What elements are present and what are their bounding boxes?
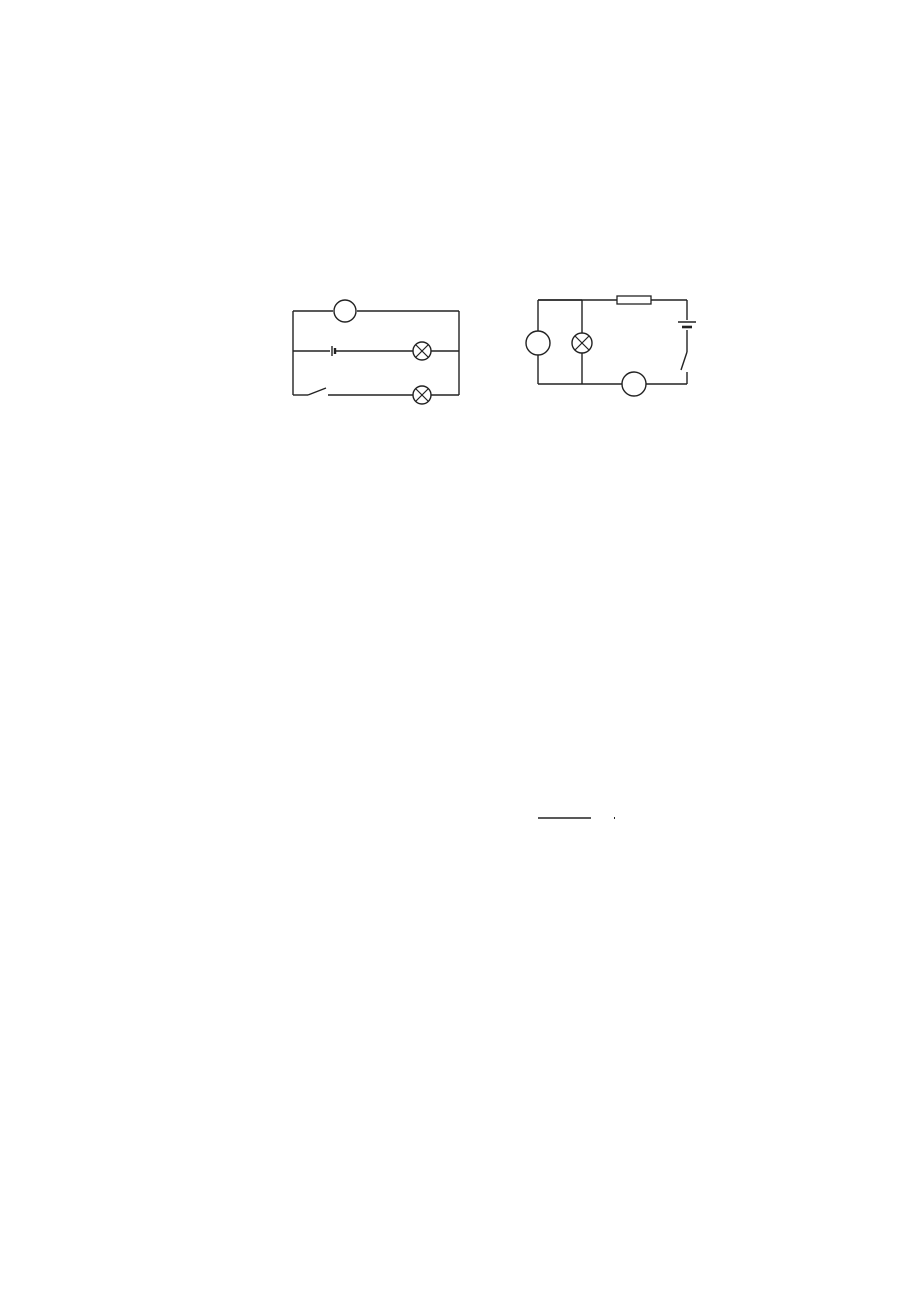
resistor-icon xyxy=(617,296,651,304)
voltmeter-icon xyxy=(334,300,356,322)
circuit-diagram-1 xyxy=(288,296,468,406)
voltmeter-icon xyxy=(526,331,550,355)
circuit-diagram-3 xyxy=(506,800,716,940)
lamp-icon xyxy=(572,333,592,353)
lamp-l2-icon xyxy=(413,386,431,404)
ammeter-icon xyxy=(622,372,646,396)
circuit-diagram-2 xyxy=(522,290,697,400)
lamp-l1-icon xyxy=(413,342,431,360)
